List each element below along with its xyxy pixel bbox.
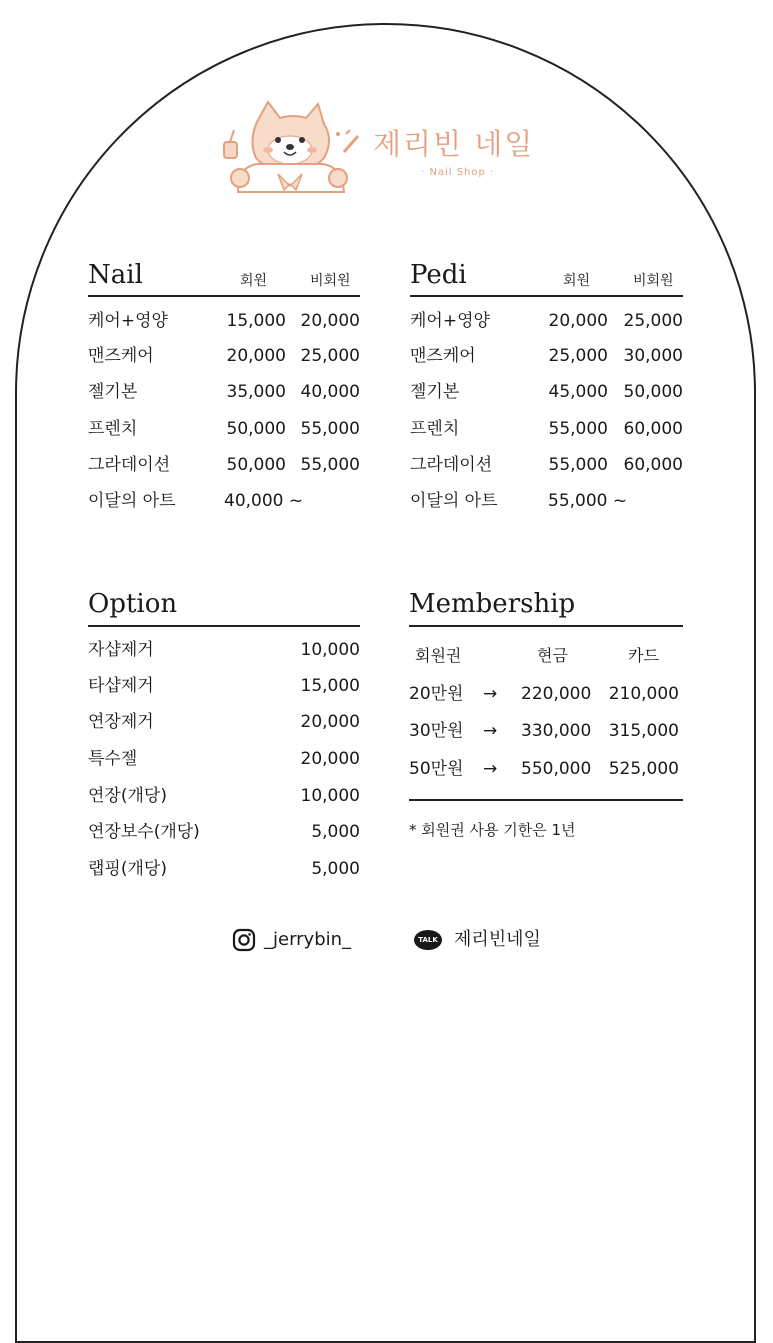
- nail-item-nonmember: 55,000: [300, 455, 360, 475]
- option-title: Option: [88, 589, 178, 619]
- pedi-row: [410, 309, 683, 333]
- nail-item-member: 15,000: [226, 311, 286, 331]
- pedi-item-member: 25,000: [548, 346, 608, 366]
- option-row: [88, 710, 360, 734]
- arrow-right-icon: →: [483, 684, 498, 704]
- nail-item-nonmember: 40,000: [300, 382, 360, 402]
- nail-item-nonmember: 20,000: [300, 311, 360, 331]
- pedi-item-name: 그라데이션: [410, 455, 493, 475]
- nail-item-member: 40,000 ~: [224, 491, 304, 511]
- pedi-col-nonmember: 비회원: [633, 273, 674, 289]
- pedi-title: Pedi: [410, 260, 467, 290]
- nail-rule: [88, 295, 360, 297]
- option-rule: [88, 625, 360, 627]
- membership-title: Membership: [409, 589, 576, 619]
- nail-item-name: 그라데이션: [88, 455, 171, 475]
- option-item-price: 5,000: [311, 822, 360, 842]
- membership-pass: 30만원: [409, 721, 464, 741]
- nail-item-member: 50,000: [226, 455, 286, 475]
- nail-row: [88, 417, 360, 441]
- pedi-col-member: 회원: [563, 273, 591, 289]
- pedi-row: [410, 380, 683, 404]
- pedi-item-member: 45,000: [548, 382, 608, 402]
- pedi-item-name: 이달의 아트: [410, 491, 498, 511]
- nail-row: [88, 453, 360, 477]
- membership-rule-top: [409, 625, 683, 627]
- pedi-item-name: 케어+영양: [410, 311, 490, 331]
- brand-name: 제리빈 네일: [373, 127, 535, 161]
- pedi-item-nonmember: 50,000: [623, 382, 683, 402]
- nail-item-nonmember: 25,000: [300, 346, 360, 366]
- pedi-item-nonmember: 60,000: [623, 419, 683, 439]
- option-item-name: 자샵제거: [88, 640, 154, 660]
- membership-col-pass: 회원권: [415, 646, 462, 665]
- membership-note: * 회원권 사용 기한은 1년: [409, 821, 576, 839]
- nail-item-name: 케어+영양: [88, 311, 168, 331]
- option-item-price: 10,000: [300, 640, 360, 660]
- nail-section: [88, 260, 360, 520]
- option-item-name: 연장제거: [88, 712, 154, 732]
- nail-item-member: 50,000: [226, 419, 286, 439]
- option-row: [88, 674, 360, 698]
- brand-subtitle: · Nail Shop ·: [421, 167, 495, 178]
- kakao-id: 제리빈네일: [454, 929, 541, 950]
- nail-col-member: 회원: [240, 273, 268, 289]
- nail-row: [88, 489, 360, 513]
- arrow-right-icon: →: [483, 721, 498, 741]
- talk-badge-text: TALK: [418, 936, 438, 944]
- nail-item-name: 맨즈케어: [88, 346, 154, 366]
- nail-item-name: 젤기본: [88, 382, 138, 402]
- option-item-name: 연장보수(개당): [88, 822, 200, 842]
- option-item-name: 연장(개당): [88, 786, 167, 806]
- pedi-item-name: 맨즈케어: [410, 346, 476, 366]
- pedi-item-nonmember: 60,000: [623, 455, 683, 475]
- option-item-name: 타샵제거: [88, 676, 154, 696]
- footer-instagram[interactable]: [232, 925, 372, 955]
- membership-col-cash: 현금: [537, 646, 568, 665]
- nail-item-member: 20,000: [226, 346, 286, 366]
- nail-item-name: 이달의 아트: [88, 491, 176, 511]
- kakaotalk-icon: [414, 930, 442, 950]
- nail-row: [88, 344, 360, 368]
- membership-rule-bottom: [409, 799, 683, 801]
- pedi-section: [410, 260, 683, 520]
- nail-title: Nail: [88, 260, 143, 290]
- pedi-rule: [410, 295, 683, 297]
- option-item-price: 20,000: [300, 712, 360, 732]
- option-row: [88, 784, 360, 808]
- membership-card: 525,000: [608, 759, 679, 779]
- option-section: [88, 589, 360, 889]
- pedi-row: [410, 417, 683, 441]
- nail-item-nonmember: 55,000: [300, 419, 360, 439]
- membership-row: [409, 719, 683, 743]
- membership-pass: 50만원: [409, 759, 464, 779]
- membership-section: [409, 589, 683, 849]
- option-item-name: 랩핑(개당): [88, 859, 167, 879]
- pedi-item-name: 프렌치: [410, 419, 460, 439]
- instagram-handle: _jerrybin_: [264, 929, 352, 950]
- membership-pass: 20만원: [409, 684, 464, 704]
- membership-header-row: [409, 644, 683, 668]
- pedi-item-name: 젤기본: [410, 382, 460, 402]
- instagram-icon: [232, 928, 256, 952]
- membership-row: [409, 757, 683, 781]
- pedi-item-nonmember: 25,000: [623, 311, 683, 331]
- nail-item-name: 프렌치: [88, 419, 138, 439]
- option-item-name: 특수젤: [88, 749, 138, 769]
- nail-row: [88, 309, 360, 333]
- footer-kakao[interactable]: [414, 925, 554, 955]
- pedi-row: [410, 344, 683, 368]
- membership-cash: 330,000: [521, 721, 592, 741]
- option-item-price: 5,000: [311, 859, 360, 879]
- option-row: [88, 820, 360, 844]
- membership-card: 315,000: [608, 721, 679, 741]
- nail-col-nonmember: 비회원: [310, 273, 351, 289]
- pedi-item-nonmember: 30,000: [623, 346, 683, 366]
- pedi-row: [410, 453, 683, 477]
- option-row: [88, 857, 360, 881]
- membership-card: 210,000: [608, 684, 679, 704]
- pedi-item-member: 55,000 ~: [548, 491, 628, 511]
- membership-cash: 550,000: [521, 759, 592, 779]
- option-item-price: 15,000: [300, 676, 360, 696]
- option-row: [88, 638, 360, 662]
- membership-col-card: 카드: [628, 646, 659, 665]
- pedi-item-member: 20,000: [548, 311, 608, 331]
- arrow-right-icon: →: [483, 759, 498, 779]
- pedi-row: [410, 489, 683, 513]
- option-row: [88, 747, 360, 771]
- membership-row: [409, 682, 683, 706]
- option-item-price: 10,000: [300, 786, 360, 806]
- nail-row: [88, 380, 360, 404]
- membership-cash: 220,000: [521, 684, 592, 704]
- pedi-item-member: 55,000: [548, 419, 608, 439]
- option-item-price: 20,000: [300, 749, 360, 769]
- nail-item-member: 35,000: [226, 382, 286, 402]
- pedi-item-member: 55,000: [548, 455, 608, 475]
